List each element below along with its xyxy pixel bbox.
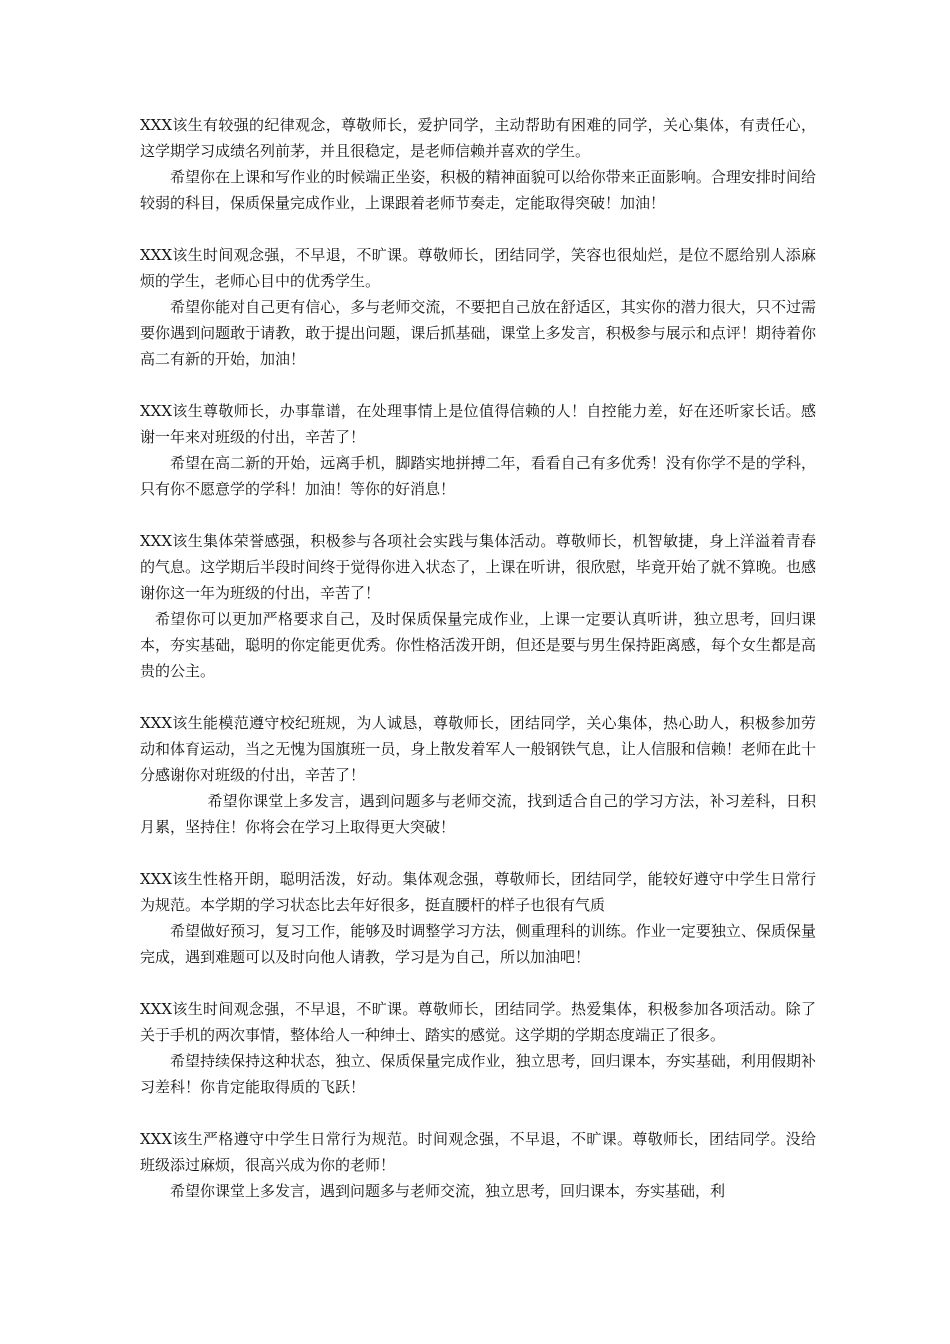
hope-paragraph: 希望你在上课和写作业的时候端正坐姿，积极的精神面貌可以给你带来正面影响。合理安排时间给较弱的科目，保质保量完成作业，上课跟着老师节奏走，定能取得突破！加油！: [140, 168, 816, 212]
hope-paragraph: 希望你可以更加严格要求自己，及时保质保量完成作业，上课一定要认真听讲，独立思考，回归课本，夯实基础，聪明的你定能更优秀。你性格活泼开朗，但还是要与男生保持距离感，每个女生都是高贵的公主。: [140, 610, 816, 680]
student-comment-8: [140, 1126, 816, 1204]
document-body: [140, 112, 816, 1230]
student-comment-6: [140, 866, 816, 970]
hope-paragraph: 希望做好预习，复习工作，能够及时调整学习方法，侧重理科的训练。作业一定要独立、保质保量完成，遇到难题可以及时向他人请教，学习是为自己，所以加油吧！: [140, 922, 816, 966]
hope-paragraph: 希望你课堂上多发言，遇到问题多与老师交流，找到适合自己的学习方法，补习差科，日积月累，坚持住！你将会在学习上取得更大突破！: [140, 792, 816, 836]
hope-paragraph: 希望你能对自己更有信心，多与老师交流，不要把自己放在舒适区，其实你的潜力很大，只不过需要你遇到问题敢于请教，敢于提出问题，课后抓基础，课堂上多发言，积极参与展示和点评！期待着你高二有新的开始，加油！: [140, 298, 816, 368]
evaluation-paragraph: XXX该生集体荣誉感强，积极参与各项社会实践与集体活动。尊敬师长，机智敏捷，身上洋溢着青春的气息。这学期后半段时间终于觉得你进入状态了，上课在听讲，很欣慰，毕竟开始了就不算晚。也感谢你这一年为班级的付出，辛苦了！: [140, 532, 816, 602]
student-comment-3: [140, 398, 816, 502]
evaluation-paragraph: XXX该生有较强的纪律观念，尊敬师长，爱护同学，主动帮助有困难的同学，关心集体，有责任心，这学期学习成绩名列前茅，并且很稳定，是老师信赖并喜欢的学生。: [140, 116, 816, 160]
student-comment-2: [140, 242, 816, 372]
student-comment-1: [140, 112, 816, 216]
student-comment-4: [140, 528, 816, 684]
evaluation-paragraph: XXX该生时间观念强，不早退，不旷课。尊敬师长，团结同学，笑容也很灿烂，是位不愿给别人添麻烦的学生，老师心目中的优秀学生。: [140, 246, 816, 290]
student-comment-5: [140, 710, 816, 840]
evaluation-paragraph: XXX该生严格遵守中学生日常行为规范。时间观念强，不早退，不旷课。尊敬师长，团结同学。没给班级添过麻烦，很高兴成为你的老师！: [140, 1130, 816, 1174]
hope-paragraph: 希望持续保持这种状态，独立、保质保量完成作业，独立思考，回归课本，夯实基础，利用假期补习差科！你肯定能取得质的飞跃！: [140, 1052, 816, 1096]
evaluation-paragraph: XXX该生能模范遵守校纪班规，为人诚恳，尊敬师长，团结同学，关心集体，热心助人，积极参加劳动和体育运动，当之无愧为国旗班一员，身上散发着军人一般钢铁气息，让人信服和信赖！老师在此十分感谢你对班级的付出，辛苦了！: [140, 714, 816, 784]
student-comment-7: [140, 996, 816, 1100]
hope-paragraph: 希望你课堂上多发言，遇到问题多与老师交流，独立思考，回归课本，夯实基础，利: [170, 1182, 726, 1200]
evaluation-paragraph: XXX该生尊敬师长，办事靠谱，在处理事情上是位值得信赖的人！自控能力差，好在还听家长话。感谢一年来对班级的付出，辛苦了！: [140, 402, 816, 446]
hope-paragraph: 希望在高二新的开始，远离手机，脚踏实地拼搏二年，看看自己有多优秀！没有你学不是的学科，只有你不愿意学的学科！加油！等你的好消息！: [140, 454, 816, 498]
evaluation-paragraph: XXX该生性格开朗，聪明活泼，好动。集体观念强，尊敬师长，团结同学，能较好遵守中学生日常行为规范。本学期的学习状态比去年好很多，挺直腰杆的样子也很有气质: [140, 870, 816, 914]
evaluation-paragraph: XXX该生时间观念强，不早退，不旷课。尊敬师长，团结同学。热爱集体，积极参加各项活动。除了关于手机的两次事情，整体给人一种绅士、踏实的感觉。这学期的学期态度端正了很多。: [140, 1000, 816, 1044]
